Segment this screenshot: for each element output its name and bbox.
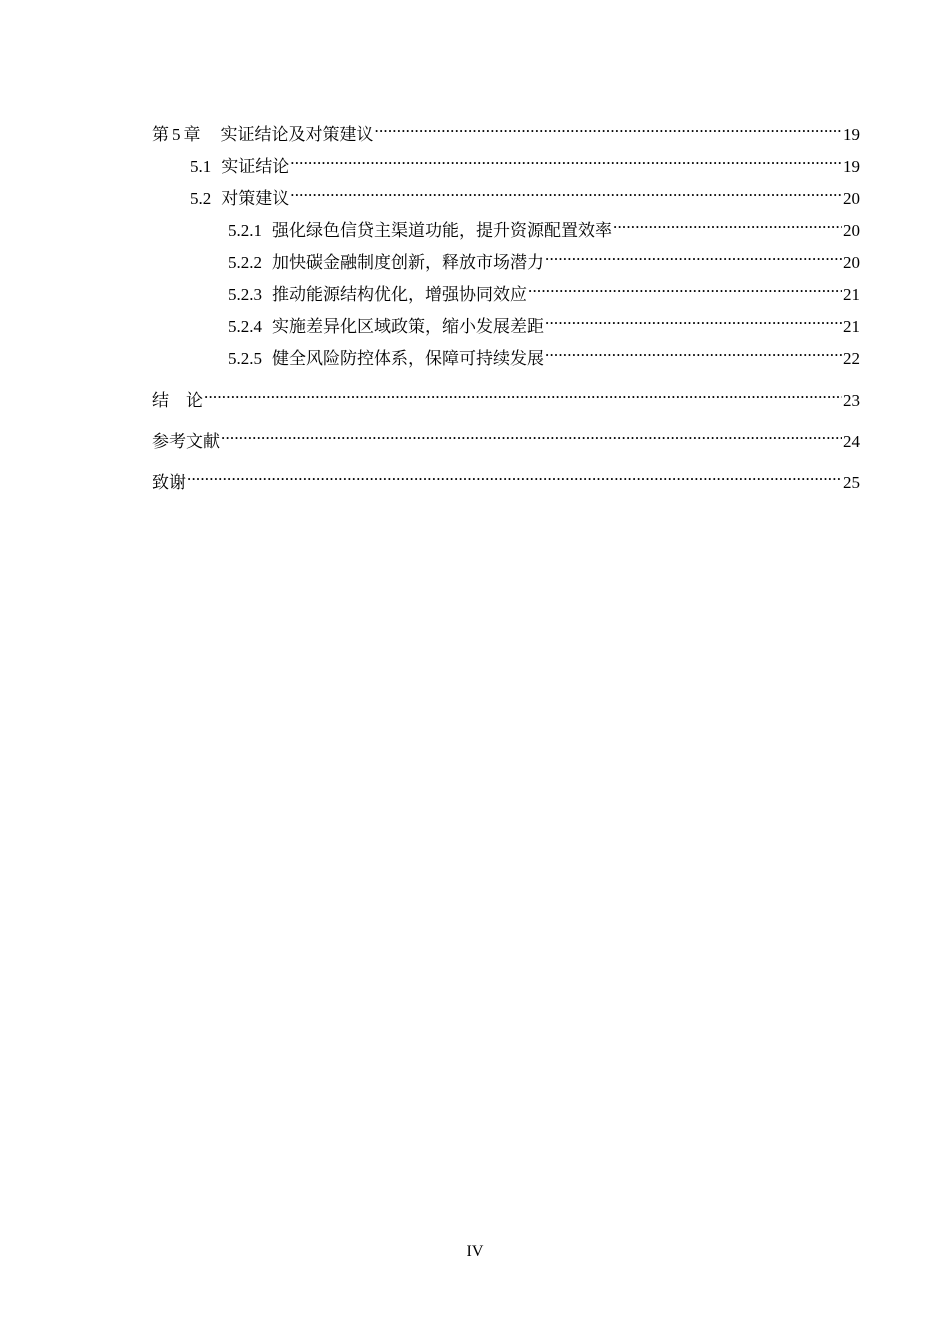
page-number: 20 (843, 253, 860, 272)
page-number: 19 (843, 157, 860, 176)
toc-references[interactable] (152, 425, 860, 466)
toc-subsection-5-2-1[interactable] (152, 214, 860, 246)
toc-acknowledgements[interactable] (152, 466, 860, 507)
dot-leader (375, 118, 843, 140)
page-number: 23 (843, 391, 860, 410)
page-number: 25 (843, 473, 860, 492)
section-number: 5.1 (190, 157, 212, 176)
section-title: 实证结论 (221, 157, 290, 177)
dot-leader (545, 246, 842, 268)
page-number: 24 (843, 432, 860, 451)
end-item-title: 结 论 (152, 391, 203, 411)
toc-conclusion[interactable] (152, 384, 860, 425)
dot-leader (613, 214, 842, 236)
dot-leader (545, 310, 842, 332)
page-number: 19 (843, 125, 860, 144)
dot-leader (290, 182, 842, 204)
subsection-title: 强化绿色信贷主渠道功能，提升资源配置效率 (272, 221, 612, 241)
toc-subsection-5-2-4[interactable] (152, 310, 860, 342)
subsection-number: 5.2.1 (228, 221, 262, 240)
toc-subsection-5-2-5[interactable] (152, 342, 860, 374)
page-number: 20 (843, 221, 860, 240)
subsection-title: 推动能源结构优化，增强协同效应 (272, 285, 527, 305)
chapter-title: 实证结论及对策建议 (220, 125, 374, 145)
subsection-title: 实施差异化区域政策，缩小发展差距 (272, 317, 544, 337)
table-of-contents (152, 118, 860, 507)
subsection-title: 健全风险防控体系，保障可持续发展 (272, 349, 544, 369)
footer-page-number: IV (466, 1243, 484, 1260)
end-item-title: 参考文献 (152, 432, 220, 452)
toc-subsection-5-2-3[interactable] (152, 278, 860, 310)
dot-leader (204, 384, 842, 406)
end-item-title: 致谢 (152, 473, 186, 493)
page-number: 21 (843, 285, 860, 304)
subsection-number: 5.2.4 (228, 317, 262, 336)
section-title: 对策建议 (221, 189, 290, 209)
section-number: 5.2 (190, 189, 212, 208)
page-number: 22 (843, 349, 860, 368)
dot-leader (221, 425, 842, 447)
chapter-number: 第 5 章 (152, 125, 201, 145)
dot-leader (528, 278, 842, 300)
toc-section-5-1[interactable] (152, 150, 860, 182)
page-number: 21 (843, 317, 860, 336)
toc-subsection-5-2-2[interactable] (152, 246, 860, 278)
dot-leader (187, 466, 842, 488)
subsection-title: 加快碳金融制度创新，释放市场潜力 (272, 253, 544, 273)
subsection-number: 5.2.3 (228, 285, 262, 304)
dot-leader (545, 342, 842, 364)
subsection-number: 5.2.5 (228, 349, 262, 368)
toc-chapter-5[interactable] (152, 118, 860, 150)
page-number: 20 (843, 189, 860, 208)
dot-leader (290, 150, 842, 172)
subsection-number: 5.2.2 (228, 253, 262, 272)
toc-section-5-2[interactable] (152, 182, 860, 214)
